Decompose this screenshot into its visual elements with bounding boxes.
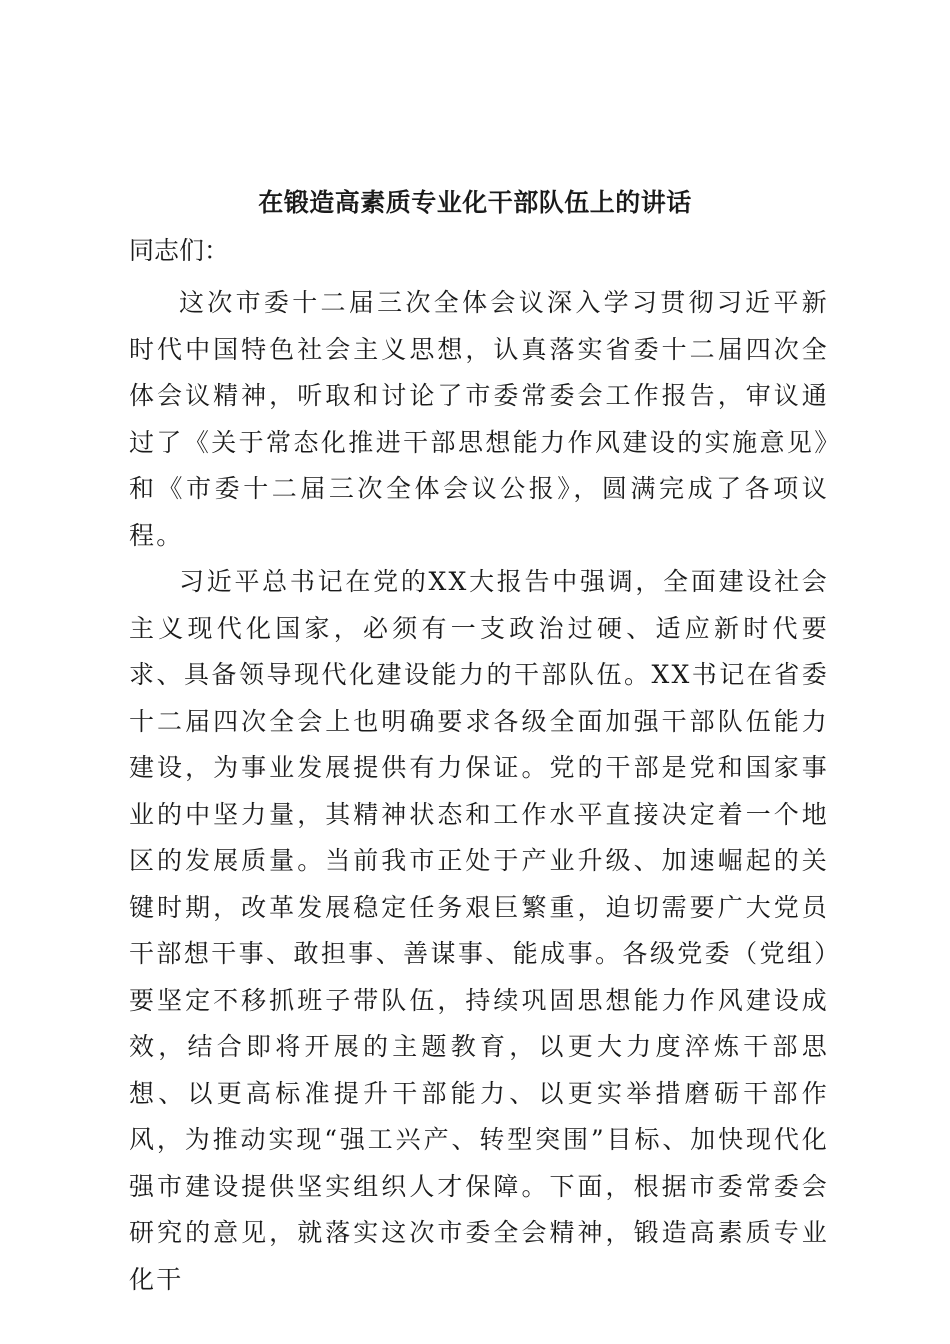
paragraph-2: 习近平总书记在党的XX大报告中强调，全面建设社会主义现代化国家，必须有一支政治过硬、适应新时代要求、具备领导现代化建设能力的干部队伍。XX书记在省委十二届四次全会上也明确要求各级全面加强干部队伍能力建设，为事业发展提供有力保证。党的干部是党和国家事业的中坚力量，其精神状态和工作水平直接决定着一个地区的发展质量。当前我市正处于产业升级、加速崛起的关键时期，改革发展稳定任务艰巨繁重，迫切需要广大党员干部想干事、敢担事、善谋事、能成事。各级党委（党组）要坚定不移抓班子带队伍，持续巩固思想能力作风建设成效，结合即将开展的主题教育，以更大力度淬炼干部思想、以更高标准提升干部能力、以更实举措磨砺干部作风，为推动实现“强工兴产、转型突围”目标、加快现代化强市建设提供坚实组织人才保障。下面，根据市委常委会研究的意见，就落实这次市委全会精神，锻造高素质专业化干 [129,567,829,1294]
document-body [129,280,829,1303]
paragraph-1: 这次市委十二届三次全体会议深入学习贯彻习近平新时代中国特色社会主义思想，认真落实省委十二届四次全体会议精神，听取和讨论了市委常委会工作报告，审议通过了《关于常态化推进干部思想能力作风建设的实施意见》和《市委十二届三次全体会议公报》，圆满完成了各项议程。 [129,288,829,550]
salutation: 同志们： [129,236,230,265]
document-title: 在锻造高素质专业化干部队伍上的讲话 [258,188,692,217]
